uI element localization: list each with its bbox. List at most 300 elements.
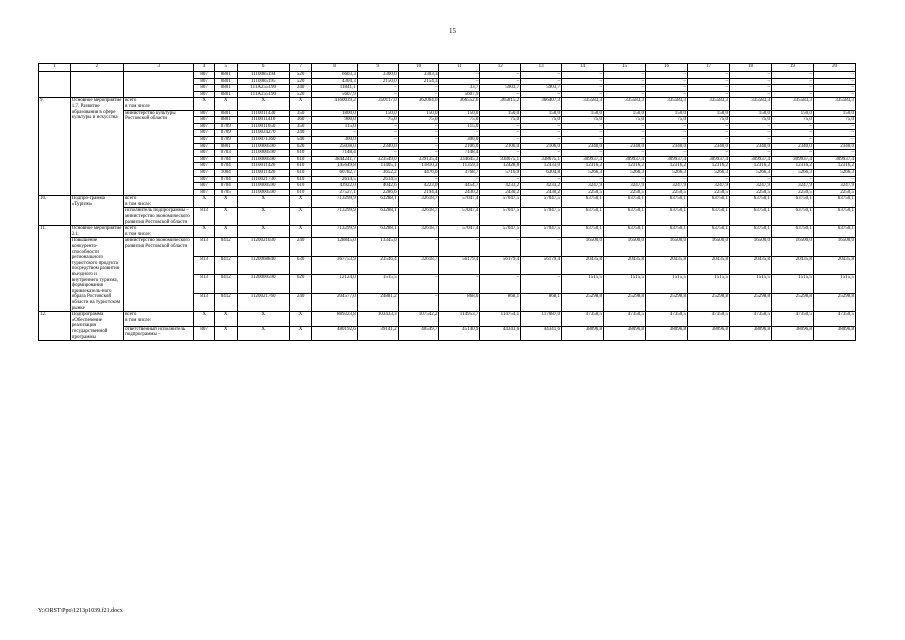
- amount-cell: 5266,3: [562, 169, 604, 176]
- amount-cell: 75,0: [398, 117, 439, 124]
- budget-code: 807: [194, 326, 214, 340]
- amount-cell: 75,0: [813, 117, 855, 124]
- budget-code: X: [237, 226, 289, 238]
- amount-cell: 38096,8: [771, 326, 813, 340]
- amount-cell: 16500,0: [604, 238, 646, 256]
- amount-cell: 63750,1: [813, 196, 855, 208]
- amount-cell: 3247,9: [813, 183, 855, 190]
- amount-cell: 38096,8: [562, 326, 604, 340]
- amount-cell: 300,0: [439, 136, 480, 143]
- budget-code: 520: [289, 91, 312, 98]
- budget-code: 0703: [214, 150, 237, 157]
- amount-cell: 57047,5: [521, 208, 562, 226]
- amount-cell: 2614,5: [312, 176, 357, 183]
- amount-cell: 4454,7: [439, 183, 480, 190]
- budget-code: X: [237, 98, 289, 110]
- amount-cell: 323549,0: [357, 156, 398, 163]
- budget-code: 1110024270: [237, 130, 289, 137]
- budget-code: 813: [194, 275, 214, 293]
- amount-cell: 309937,4: [771, 156, 813, 163]
- amount-cell: –: [729, 176, 771, 183]
- budget-code: 1110085194: [237, 72, 289, 79]
- budget-code: 240: [289, 85, 312, 92]
- amount-cell: 56179,4: [480, 256, 521, 274]
- amount-cell: 2286,6: [357, 189, 398, 196]
- budget-code: X: [237, 312, 289, 326]
- budget-code: 630: [289, 256, 312, 274]
- budget-code: 1110011420: [237, 169, 289, 176]
- budget-code: 111A255190: [237, 91, 289, 98]
- amount-cell: 1515,5: [687, 275, 729, 293]
- amount-cell: 3300,0: [357, 72, 398, 79]
- amount-cell: 4233,2: [480, 183, 521, 190]
- amount-cell: 75,0: [771, 117, 813, 124]
- column-number: 13: [521, 64, 562, 72]
- amount-cell: –: [439, 275, 480, 293]
- amount-cell: 868,1: [480, 293, 521, 311]
- amount-cell: 63750,1: [645, 196, 687, 208]
- amount-cell: –: [813, 91, 855, 98]
- amount-cell: 75,0: [645, 117, 687, 124]
- amount-cell: –: [729, 91, 771, 98]
- amount-cell: 365815,2: [480, 98, 521, 110]
- amount-cell: 309937,4: [604, 156, 646, 163]
- amount-cell: 5607,9: [312, 91, 357, 98]
- column-number: 2: [70, 64, 123, 72]
- amount-cell: 57047,4: [439, 196, 480, 208]
- budget-code: 807: [194, 72, 214, 79]
- amount-cell: –: [521, 275, 562, 293]
- amount-cell: 20435,8: [687, 256, 729, 274]
- amount-cell: 1800,0: [312, 110, 357, 117]
- amount-cell: 300,0: [312, 136, 357, 143]
- budget-code: 1110011430: [237, 110, 289, 117]
- amount-cell: –: [562, 176, 604, 183]
- amount-cell: 150,0: [645, 110, 687, 117]
- amount-cell: 16500,0: [729, 238, 771, 256]
- amount-cell: 2614,5: [357, 176, 398, 183]
- budget-code: 1110000590: [237, 150, 289, 157]
- column-number: 1: [39, 64, 71, 72]
- amount-cell: –: [521, 78, 562, 85]
- amount-cell: 2430,2: [480, 189, 521, 196]
- amount-cell: 2250,5: [604, 189, 646, 196]
- executor: всего в том числе:: [124, 196, 194, 208]
- measure-name: Подпрограмма «Обеспечение реализации государственной программы: [70, 312, 123, 341]
- amount-cell: 338675,1: [521, 156, 562, 163]
- amount-cell: 25298,8: [771, 293, 813, 311]
- amount-cell: –: [480, 78, 521, 85]
- amount-cell: –: [604, 85, 646, 92]
- amount-cell: –: [562, 91, 604, 98]
- amount-cell: 335583,3: [562, 98, 604, 110]
- amount-cell: 2250,5: [813, 189, 855, 196]
- amount-cell: –: [813, 123, 855, 130]
- budget-code: 610: [289, 150, 312, 157]
- amount-cell: 713299,9: [312, 208, 357, 226]
- amount-cell: 362064,0: [398, 98, 439, 110]
- amount-cell: –: [357, 123, 398, 130]
- row-number: 9.: [39, 98, 71, 196]
- amount-cell: –: [521, 136, 562, 143]
- amount-cell: 5903,7: [480, 85, 521, 92]
- budget-code: 807: [194, 110, 214, 117]
- amount-cell: 350117,0: [357, 98, 398, 110]
- measure-name: Повышение конкуренто-способности регионального туристского продукта посредством развития въездного и внутреннего туризма, формирования привлекатель-ного образа Ростовской области на туристском рынке: [70, 238, 123, 312]
- budget-code: X: [214, 98, 237, 110]
- budget-code: 610: [289, 163, 312, 170]
- budget-code: 1110000590: [237, 189, 289, 196]
- amount-cell: –: [480, 275, 521, 293]
- amount-cell: 5607,9: [439, 91, 480, 98]
- amount-cell: 1515,5: [771, 275, 813, 293]
- amount-cell: 12316,2: [771, 163, 813, 170]
- table-row: [39, 98, 856, 110]
- budget-code: 1110021730: [237, 176, 289, 183]
- amount-cell: 2340,0: [357, 143, 398, 150]
- amount-cell: –: [729, 72, 771, 79]
- amount-cell: 114953,7: [439, 312, 480, 326]
- budget-code: 807: [194, 78, 214, 85]
- amount-cell: –: [645, 176, 687, 183]
- amount-cell: 32618,7: [398, 256, 439, 274]
- budget-code: 240: [289, 238, 312, 256]
- column-number: 14: [562, 64, 604, 72]
- amount-cell: 33,7: [439, 85, 480, 92]
- amount-cell: 63288,1: [357, 208, 398, 226]
- amount-cell: 63750,1: [562, 196, 604, 208]
- budget-code: X: [214, 196, 237, 208]
- amount-cell: 2340,0: [813, 143, 855, 150]
- table-row: [39, 72, 856, 79]
- amount-cell: 13345,0: [357, 238, 398, 256]
- executor: всего в том числе: [124, 98, 194, 110]
- amount-cell: –: [813, 136, 855, 143]
- amount-cell: 20435,8: [771, 256, 813, 274]
- budget-code: 0412: [214, 275, 237, 293]
- budget-code: 111A255190: [237, 85, 289, 92]
- amount-cell: 366552,6: [439, 98, 480, 110]
- amount-cell: 63750,1: [604, 226, 646, 238]
- amount-cell: 63750,1: [604, 208, 646, 226]
- column-number: 4: [194, 64, 214, 72]
- budget-code: 0801: [214, 78, 237, 85]
- budget-code: 610: [289, 189, 312, 196]
- budget-code: X: [194, 312, 214, 326]
- budget-code: 0801: [214, 91, 237, 98]
- budget-code: 0412: [214, 256, 237, 274]
- row-number: 10.: [39, 196, 71, 226]
- budget-code: 1120068840: [237, 256, 289, 274]
- budget-code: 520: [289, 72, 312, 79]
- measure-name: Основное мероприятие 2.1.: [70, 226, 123, 238]
- amount-cell: –: [604, 150, 646, 157]
- amount-cell: 2340,0: [771, 143, 813, 150]
- amount-cell: 3247,9: [771, 183, 813, 190]
- budget-code: 610: [289, 176, 312, 183]
- amount-cell: –: [729, 85, 771, 92]
- table-row: [39, 238, 856, 256]
- amount-cell: –: [480, 150, 521, 157]
- amount-cell: –: [771, 136, 813, 143]
- amount-cell: 150,0: [604, 110, 646, 117]
- budget-code: 807: [194, 85, 214, 92]
- amount-cell: –: [480, 123, 521, 130]
- amount-cell: 44341,6: [480, 326, 521, 340]
- amount-cell: 63750,1: [562, 226, 604, 238]
- amount-cell: –: [480, 238, 521, 256]
- amount-cell: 63750,1: [729, 208, 771, 226]
- amount-cell: 57047,5: [480, 208, 521, 226]
- amount-cell: 63750,1: [645, 208, 687, 226]
- amount-cell: 309937,4: [813, 156, 855, 163]
- amount-cell: –: [521, 176, 562, 183]
- amount-cell: –: [562, 130, 604, 137]
- column-number: 9: [357, 64, 398, 72]
- budget-code: 807: [194, 91, 214, 98]
- budget-code: X: [194, 98, 214, 110]
- measure-name: Подпро-грамма «Туризм»: [70, 196, 123, 226]
- amount-cell: –: [439, 238, 480, 256]
- amount-cell: 56179,4: [439, 256, 480, 274]
- amount-cell: –: [398, 123, 439, 130]
- amount-cell: 2150,0: [357, 78, 398, 85]
- budget-code: 1120021030: [237, 238, 289, 256]
- amount-cell: 3247,9: [604, 183, 646, 190]
- column-number: 3: [124, 64, 194, 72]
- amount-cell: –: [398, 91, 439, 98]
- budget-code: 240: [289, 293, 312, 311]
- amount-cell: –: [645, 72, 687, 79]
- budget-table: [38, 63, 856, 341]
- amount-cell: 63750,1: [813, 226, 855, 238]
- amount-cell: 5266,3: [604, 169, 646, 176]
- amount-cell: 11405,1: [357, 163, 398, 170]
- amount-cell: –: [771, 150, 813, 157]
- amount-cell: 16500,0: [687, 238, 729, 256]
- amount-cell: 150,0: [771, 110, 813, 117]
- amount-cell: –: [521, 123, 562, 130]
- amount-cell: –: [729, 150, 771, 157]
- budget-code: 0801: [214, 72, 237, 79]
- amount-cell: 38096,8: [729, 326, 771, 340]
- column-number-row: [39, 64, 856, 72]
- amount-cell: 2250,5: [562, 189, 604, 196]
- amount-cell: –: [398, 150, 439, 157]
- amount-cell: 117087,0: [521, 312, 562, 326]
- amount-cell: –: [521, 238, 562, 256]
- amount-cell: –: [480, 130, 521, 137]
- amount-cell: –: [687, 150, 729, 157]
- amount-cell: –: [480, 136, 521, 143]
- amount-cell: 889223,8: [312, 312, 357, 326]
- amount-cell: 2340,0: [604, 143, 646, 150]
- amount-cell: 309937,4: [562, 156, 604, 163]
- amount-cell: –: [439, 176, 480, 183]
- amount-cell: 480192,6: [312, 326, 357, 340]
- amount-cell: 57047,4: [439, 226, 480, 238]
- amount-cell: 25298,8: [687, 293, 729, 311]
- amount-cell: 63750,1: [687, 196, 729, 208]
- budget-code: 0709: [214, 123, 237, 130]
- amount-cell: 16500,0: [813, 238, 855, 256]
- amount-cell: –: [521, 150, 562, 157]
- amount-cell: 75,0: [687, 117, 729, 124]
- amount-cell: 335583,3: [771, 98, 813, 110]
- budget-code: 1110085195: [237, 78, 289, 85]
- budget-code: 610: [289, 156, 312, 163]
- amount-cell: 7148,4: [439, 150, 480, 157]
- amount-cell: 3844241,7: [312, 156, 357, 163]
- amount-cell: 63288,1: [357, 196, 398, 208]
- amount-cell: –: [729, 136, 771, 143]
- budget-code: 807: [194, 150, 214, 157]
- amount-cell: 11841,1: [312, 85, 357, 92]
- column-number: 16: [645, 64, 687, 72]
- amount-cell: 2194,4: [398, 189, 439, 196]
- amount-cell: –: [398, 136, 439, 143]
- amount-cell: 150,0: [813, 110, 855, 117]
- amount-cell: 12316,2: [604, 163, 646, 170]
- budget-code: 0801: [214, 85, 237, 92]
- amount-cell: 335583,3: [813, 98, 855, 110]
- amount-cell: –: [439, 130, 480, 137]
- amount-cell: 150,0: [729, 110, 771, 117]
- amount-cell: 1515,5: [645, 275, 687, 293]
- amount-cell: –: [480, 91, 521, 98]
- amount-cell: 1515,5: [562, 275, 604, 293]
- amount-cell: 47350,5: [645, 312, 687, 326]
- row-number: 11.: [39, 226, 71, 312]
- amount-cell: 32618,7: [398, 196, 439, 208]
- amount-cell: 2430,2: [521, 189, 562, 196]
- amount-cell: –: [562, 136, 604, 143]
- amount-cell: 25038,0: [312, 143, 357, 150]
- amount-cell: –: [687, 123, 729, 130]
- budget-code: X: [289, 326, 312, 340]
- amount-cell: –: [521, 72, 562, 79]
- amount-cell: 32618,7: [398, 226, 439, 238]
- amount-cell: –: [813, 85, 855, 92]
- amount-cell: 47350,5: [813, 312, 855, 326]
- amount-cell: 25298,8: [813, 293, 855, 311]
- amount-cell: –: [771, 91, 813, 98]
- amount-cell: 57047,5: [521, 226, 562, 238]
- page-number: 15: [449, 27, 456, 35]
- budget-code: 807: [194, 156, 214, 163]
- amount-cell: –: [645, 123, 687, 130]
- budget-code: 807: [194, 183, 214, 190]
- budget-code: 1110011410: [237, 117, 289, 124]
- amount-cell: –: [604, 78, 646, 85]
- amount-cell: 75,0: [562, 117, 604, 124]
- amount-cell: 1515,5: [729, 275, 771, 293]
- budget-code: 540: [289, 136, 312, 143]
- amount-cell: 713299,9: [312, 226, 357, 238]
- amount-cell: 75,0: [604, 117, 646, 124]
- executor: министерство культуры Ростовской области: [124, 110, 194, 196]
- amount-cell: 366407,3: [521, 98, 562, 110]
- amount-cell: 5266,3: [729, 169, 771, 176]
- amount-cell: 3247,9: [729, 183, 771, 190]
- amount-cell: 335583,3: [687, 98, 729, 110]
- amount-cell: 338675,1: [480, 156, 521, 163]
- amount-cell: –: [771, 123, 813, 130]
- amount-cell: 3247,9: [687, 183, 729, 190]
- amount-cell: 20435,8: [645, 256, 687, 274]
- amount-cell: 6304,8: [521, 169, 562, 176]
- amount-cell: –: [687, 176, 729, 183]
- amount-cell: –: [521, 130, 562, 137]
- budget-code: 0412: [214, 293, 237, 311]
- amount-cell: –: [398, 238, 439, 256]
- column-number: 10: [398, 64, 439, 72]
- amount-cell: 12316,2: [813, 163, 855, 170]
- table-row: [39, 110, 856, 117]
- column-number: 15: [604, 64, 646, 72]
- amount-cell: 2106,0: [439, 143, 480, 150]
- budget-code: 0704: [214, 183, 237, 190]
- budget-code: X: [289, 208, 312, 226]
- budget-code: X: [194, 226, 214, 238]
- amount-cell: 868,1: [521, 293, 562, 311]
- budget-code: 610: [289, 169, 312, 176]
- amount-cell: 309937,4: [645, 156, 687, 163]
- amount-cell: 57047,4: [439, 208, 480, 226]
- amount-cell: 63750,1: [771, 196, 813, 208]
- amount-cell: 4160039,2: [312, 98, 357, 110]
- amount-cell: 309937,4: [687, 156, 729, 163]
- column-number: 8: [312, 64, 357, 72]
- amount-cell: –: [604, 91, 646, 98]
- amount-cell: 39141,2: [357, 326, 398, 340]
- amount-cell: 38096,8: [687, 326, 729, 340]
- amount-cell: 6603,3: [312, 72, 357, 79]
- amount-cell: –: [357, 130, 398, 137]
- amount-cell: 20435,8: [562, 256, 604, 274]
- amount-cell: 75,0: [480, 117, 521, 124]
- amount-cell: –: [604, 130, 646, 137]
- amount-cell: –: [645, 136, 687, 143]
- amount-cell: 3247,9: [645, 183, 687, 190]
- amount-cell: 75,0: [521, 117, 562, 124]
- budget-code: 807: [194, 189, 214, 196]
- amount-cell: 115,0: [439, 123, 480, 130]
- budget-code: X: [214, 226, 237, 238]
- column-number: 6: [237, 64, 289, 72]
- amount-cell: 11810,2: [398, 163, 439, 170]
- amount-cell: 20435,8: [604, 256, 646, 274]
- amount-cell: –: [813, 72, 855, 79]
- amount-cell: 5903,7: [521, 85, 562, 92]
- amount-cell: 63750,1: [771, 226, 813, 238]
- amount-cell: 1515,5: [357, 275, 398, 293]
- budget-code: 807: [194, 130, 214, 137]
- budget-code: 0709: [214, 130, 237, 137]
- amount-cell: 20435,8: [729, 256, 771, 274]
- budget-code: 807: [194, 117, 214, 124]
- budget-code: 620: [289, 143, 312, 150]
- table-row: [39, 208, 856, 226]
- amount-cell: –: [562, 72, 604, 79]
- amount-cell: –: [439, 72, 480, 79]
- budget-code: 813: [194, 208, 214, 226]
- amount-cell: 2340,0: [562, 143, 604, 150]
- amount-cell: 3768,7: [439, 169, 480, 176]
- column-number: 12: [480, 64, 521, 72]
- budget-code: 0801: [214, 110, 237, 117]
- amount-cell: 900,0: [312, 117, 357, 124]
